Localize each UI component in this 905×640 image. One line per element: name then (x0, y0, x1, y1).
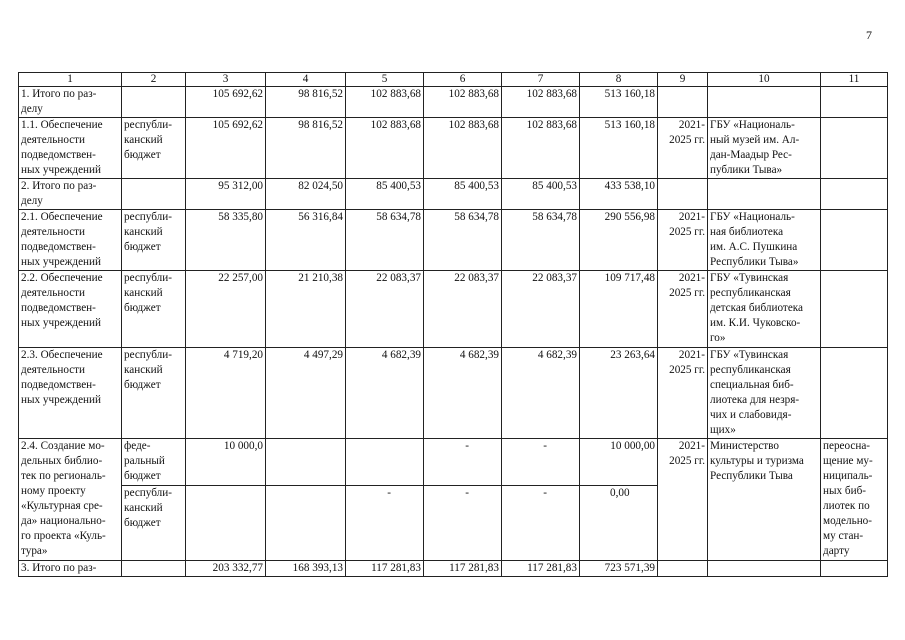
table-row (19, 210, 888, 271)
value-cell (266, 486, 346, 561)
item-name: 2.3. Обеспечение деятельности подведомствен- ных учреждений (19, 348, 122, 439)
funding-source (122, 179, 186, 210)
result-cell (821, 210, 888, 271)
table-row (19, 439, 888, 486)
value-cell: 102 883,68 (502, 118, 580, 179)
table-row (19, 271, 888, 348)
value-cell: 105 692,62 (186, 118, 266, 179)
value-cell: 102 883,68 (346, 87, 424, 118)
executor-cell (708, 87, 821, 118)
item-name: 2. Итого по раз- делу (19, 179, 122, 210)
budget-table (18, 72, 888, 577)
value-cell: - (502, 486, 580, 561)
value-cell: 102 883,68 (346, 118, 424, 179)
funding-source: республи- канский бюджет (122, 118, 186, 179)
table-row (19, 87, 888, 118)
item-name: 1.1. Обеспечение деятельности подведомствен- ных учреждений (19, 118, 122, 179)
executor-cell: ГБУ «Тувинская республиканская детская библиотека им. К.И. Чуковско- го» (708, 271, 821, 348)
executor-cell (708, 179, 821, 210)
header-row (19, 73, 888, 87)
value-cell: 58 634,78 (346, 210, 424, 271)
result-cell (821, 561, 888, 577)
value-cell: 117 281,83 (502, 561, 580, 577)
value-cell: 98 816,52 (266, 118, 346, 179)
value-cell: 85 400,53 (502, 179, 580, 210)
header-cell: 4 (266, 73, 346, 87)
funding-source (122, 561, 186, 577)
funding-source: республи- канский бюджет (122, 271, 186, 348)
header-cell: 3 (186, 73, 266, 87)
funding-source: республи- канский бюджет (122, 210, 186, 271)
value-cell: 22 083,37 (346, 271, 424, 348)
value-cell: 21 210,38 (266, 271, 346, 348)
executor-cell: Министерство культуры и туризма Республики Тыва (708, 439, 821, 561)
value-cell: - (346, 486, 424, 561)
item-name: 2.4. Создание мо- дельных библио- тек по региональ- ному проекту «Культурная сре- да» национально- го проекта «Куль- тура» (19, 439, 122, 561)
result-cell (821, 118, 888, 179)
result-cell (821, 271, 888, 348)
table-row (19, 179, 888, 210)
value-cell: 58 634,78 (424, 210, 502, 271)
header-cell: 8 (580, 73, 658, 87)
value-cell: 58 634,78 (502, 210, 580, 271)
item-name: 3. Итого по раз- (19, 561, 122, 577)
period-cell: 2021- 2025 гг. (658, 439, 708, 561)
executor-cell: ГБУ «Националь- ная библиотека им. А.С. Пушкина Республики Тыва» (708, 210, 821, 271)
total-cell: 513 160,18 (580, 87, 658, 118)
value-cell: 4 682,39 (424, 348, 502, 439)
total-cell: 0,00 (580, 486, 658, 561)
executor-cell: ГБУ «Тувинская республиканская специальная биб- лиотека для незря- чих и слабовидя- щих» (708, 348, 821, 439)
value-cell: 203 332,77 (186, 561, 266, 577)
period-cell: 2021- 2025 гг. (658, 118, 708, 179)
header-cell: 5 (346, 73, 424, 87)
result-cell: переосна- щение му- ниципаль- ных биб- лиотек по модельно- му стан- дарту (821, 439, 888, 561)
header-cell: 1 (19, 73, 122, 87)
value-cell: - (424, 486, 502, 561)
result-cell (821, 179, 888, 210)
header-cell: 11 (821, 73, 888, 87)
period-cell: 2021- 2025 гг. (658, 210, 708, 271)
value-cell: 102 883,68 (424, 87, 502, 118)
header-cell: 9 (658, 73, 708, 87)
value-cell: - (502, 439, 580, 486)
value-cell (266, 439, 346, 486)
table-row (19, 118, 888, 179)
value-cell: 105 692,62 (186, 87, 266, 118)
executor-cell (708, 561, 821, 577)
period-cell (658, 561, 708, 577)
value-cell: 95 312,00 (186, 179, 266, 210)
period-cell (658, 179, 708, 210)
header-cell: 2 (122, 73, 186, 87)
value-cell: 4 682,39 (346, 348, 424, 439)
value-cell (186, 486, 266, 561)
value-cell: 22 083,37 (424, 271, 502, 348)
value-cell: 85 400,53 (424, 179, 502, 210)
total-cell: 290 556,98 (580, 210, 658, 271)
page-number: 7 (866, 28, 872, 42)
value-cell: 168 393,13 (266, 561, 346, 577)
value-cell: 102 883,68 (424, 118, 502, 179)
value-cell: 10 000,0 (186, 439, 266, 486)
total-cell: 23 263,64 (580, 348, 658, 439)
period-cell (658, 87, 708, 118)
item-name: 2.1. Обеспечение деятельности подведомствен- ных учреждений (19, 210, 122, 271)
item-name: 1. Итого по раз- делу (19, 87, 122, 118)
value-cell: 4 682,39 (502, 348, 580, 439)
total-cell: 10 000,00 (580, 439, 658, 486)
total-cell: 723 571,39 (580, 561, 658, 577)
period-cell: 2021- 2025 гг. (658, 348, 708, 439)
result-cell (821, 87, 888, 118)
funding-source: феде- ральный бюджет (122, 439, 186, 486)
total-cell: 433 538,10 (580, 179, 658, 210)
header-cell: 7 (502, 73, 580, 87)
value-cell (346, 439, 424, 486)
result-cell (821, 348, 888, 439)
value-cell: 22 083,37 (502, 271, 580, 348)
header-cell: 6 (424, 73, 502, 87)
item-name: 2.2. Обеспечение деятельности подведомствен- ных учреждений (19, 271, 122, 348)
executor-cell: ГБУ «Националь- ный музей им. Ал- дан-Маадыр Рес- публики Тыва» (708, 118, 821, 179)
value-cell: 56 316,84 (266, 210, 346, 271)
value-cell: 117 281,83 (424, 561, 502, 577)
period-cell: 2021- 2025 гг. (658, 271, 708, 348)
value-cell: - (424, 439, 502, 486)
value-cell: 102 883,68 (502, 87, 580, 118)
funding-source: республи- канский бюджет (122, 348, 186, 439)
funding-source (122, 87, 186, 118)
value-cell: 117 281,83 (346, 561, 424, 577)
funding-source: республи- канский бюджет (122, 486, 186, 561)
total-cell: 513 160,18 (580, 118, 658, 179)
value-cell: 4 719,20 (186, 348, 266, 439)
header-cell: 10 (708, 73, 821, 87)
table-row (19, 348, 888, 439)
value-cell: 98 816,52 (266, 87, 346, 118)
table-row (19, 561, 888, 577)
value-cell: 82 024,50 (266, 179, 346, 210)
value-cell: 58 335,80 (186, 210, 266, 271)
value-cell: 85 400,53 (346, 179, 424, 210)
value-cell: 22 257,00 (186, 271, 266, 348)
value-cell: 4 497,29 (266, 348, 346, 439)
total-cell: 109 717,48 (580, 271, 658, 348)
